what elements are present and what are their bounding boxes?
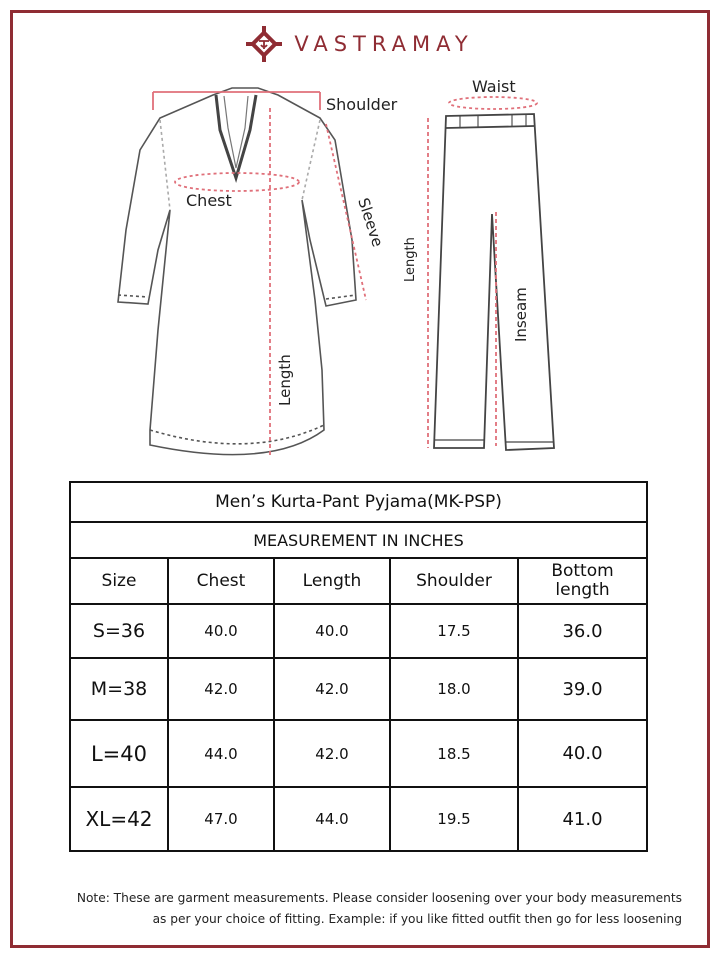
- cell-bottom-length: 39.0: [518, 658, 647, 720]
- pant-label-waist: Waist: [472, 77, 516, 96]
- cell-chest: 42.0: [168, 658, 274, 720]
- header-chest: Chest: [168, 558, 274, 604]
- note-line-1: Note: These are garment measurements. Please consider loosening over your body measurements: [76, 891, 682, 905]
- kurta-label-length: Length: [276, 354, 294, 406]
- table-row: [70, 658, 647, 720]
- cell-bottom-length: 40.0: [518, 720, 647, 787]
- kurta-label-shoulder: Shoulder: [326, 95, 398, 114]
- cell-shoulder: 18.0: [390, 658, 518, 720]
- brand-header: [0, 24, 720, 64]
- header-size: Size: [70, 558, 168, 604]
- pant-label-inseam: Inseam: [512, 287, 530, 342]
- cell-size: L=40: [70, 720, 168, 787]
- cell-size: XL=42: [70, 787, 168, 851]
- ornate-diamond-logo-icon: [246, 26, 282, 62]
- cell-size: S=36: [70, 604, 168, 658]
- cell-length: 40.0: [274, 604, 390, 658]
- cell-size: M=38: [70, 658, 168, 720]
- cell-length: 44.0: [274, 787, 390, 851]
- header-bottom-length-line1: Bottom: [551, 561, 614, 581]
- table-row: [70, 604, 647, 658]
- table-title: Men’s Kurta-Pant Pyjama(MK-PSP): [70, 482, 647, 522]
- table-subtitle: MEASUREMENT IN INCHES: [70, 522, 647, 558]
- cell-chest: 44.0: [168, 720, 274, 787]
- cell-chest: 47.0: [168, 787, 274, 851]
- brand-name: VASTRAMAY: [294, 32, 474, 56]
- cell-length: 42.0: [274, 720, 390, 787]
- cell-chest: 40.0: [168, 604, 274, 658]
- header-length: Length: [274, 558, 390, 604]
- size-chart-table: [69, 481, 648, 852]
- garment-note: [30, 888, 682, 930]
- cell-shoulder: 19.5: [390, 787, 518, 851]
- header-shoulder: Shoulder: [390, 558, 518, 604]
- cell-shoulder: 18.5: [390, 720, 518, 787]
- header-bottom-length: [518, 558, 647, 604]
- kurta-label-chest: Chest: [186, 191, 232, 210]
- kurta-label-sleeve: Sleeve: [354, 195, 387, 250]
- note-line-2: as per your choice of fitting. Example: if you like fitted outfit then go for less loosening: [152, 912, 682, 926]
- pant-label-length: Length: [403, 237, 418, 282]
- pant-drawing: [434, 114, 554, 450]
- table-row: [70, 720, 647, 787]
- table-row: [70, 787, 647, 851]
- cell-length: 42.0: [274, 658, 390, 720]
- cell-shoulder: 17.5: [390, 604, 518, 658]
- header-bottom-length-line2: length: [555, 580, 610, 600]
- cell-bottom-length: 41.0: [518, 787, 647, 851]
- cell-bottom-length: 36.0: [518, 604, 647, 658]
- kurta-drawing: [118, 88, 356, 455]
- garment-illustration: [0, 70, 720, 480]
